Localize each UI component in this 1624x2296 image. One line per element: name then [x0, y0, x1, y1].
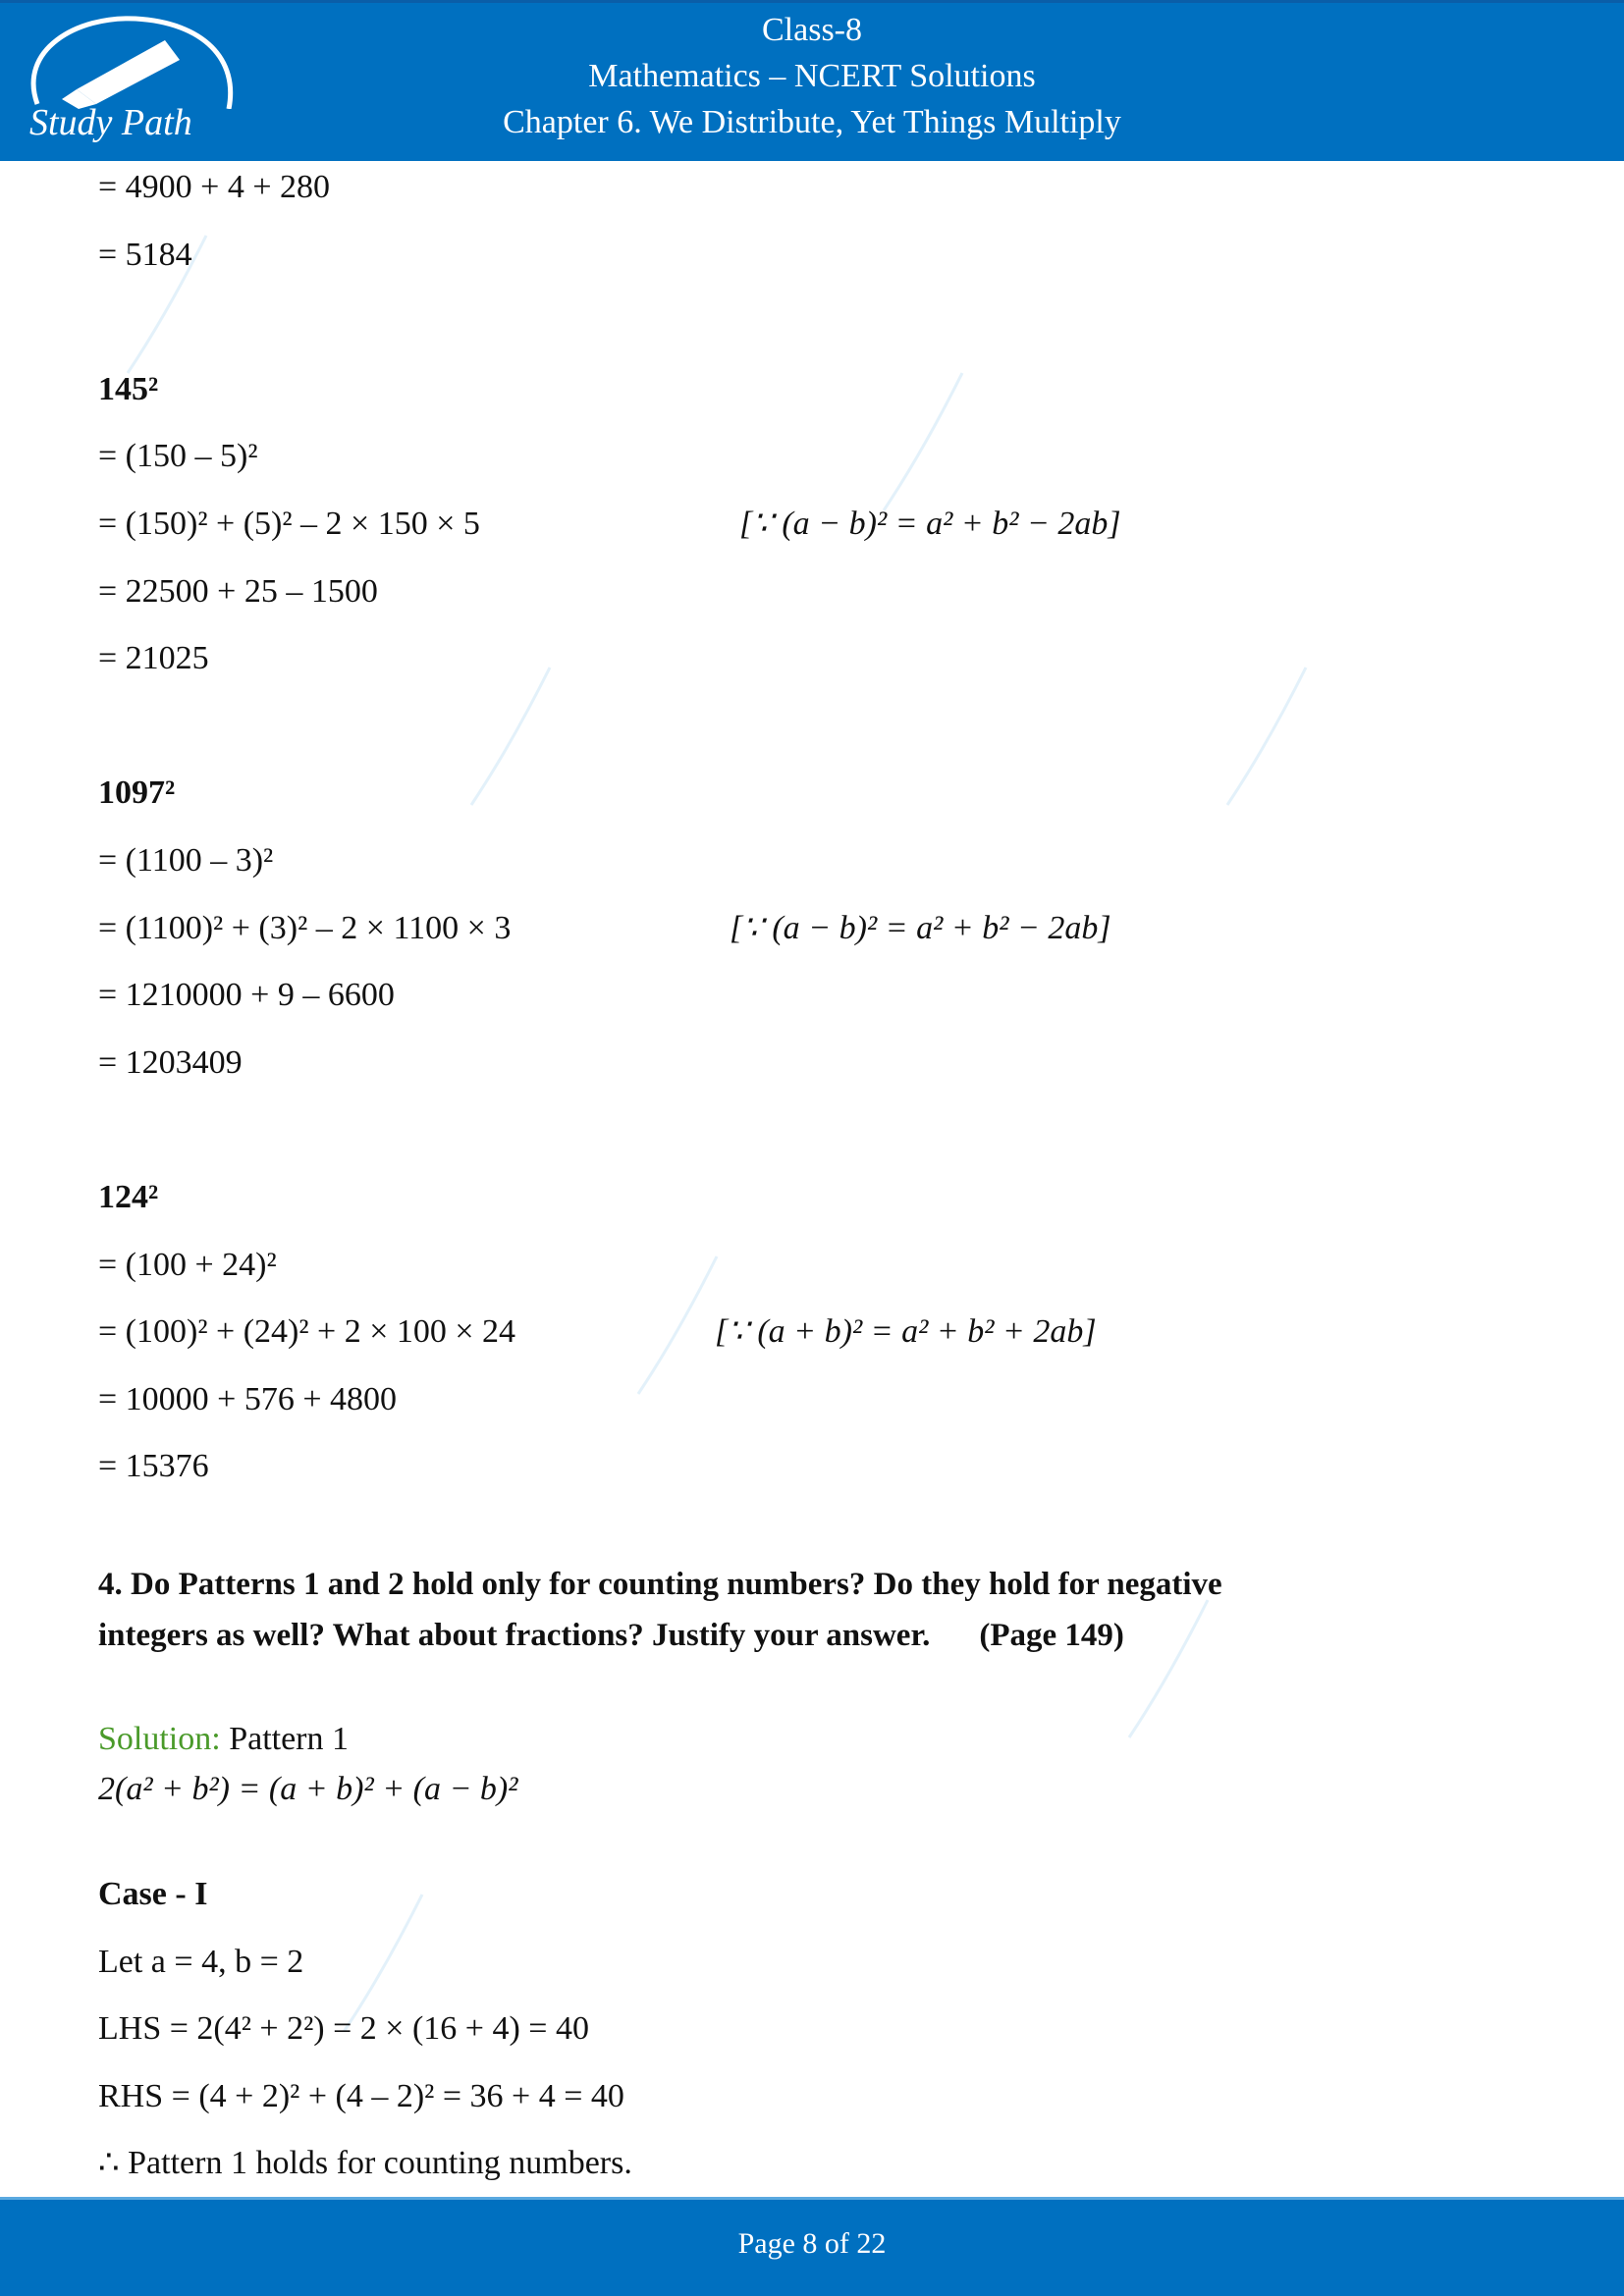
math-line: = 10000 + 576 + 4800	[98, 1381, 398, 1417]
identity-note: [∵ (a + b)² = a² + b² + 2ab]	[715, 1313, 1097, 1350]
question-line-2	[98, 1616, 1124, 1655]
header-subject: Mathematics – NCERT Solutions	[588, 58, 1036, 94]
logo-text: Study Path	[29, 102, 192, 143]
case-lhs: LHS = 2(4² + 2²) = 2 × (16 + 4) = 40	[98, 2010, 589, 2047]
problem-heading: 1097²	[98, 774, 176, 811]
case-conclusion: ∴ Pattern 1 holds for counting numbers.	[98, 2145, 632, 2181]
solution-label: Solution:	[98, 1721, 221, 1757]
question-line-1: 4. Do Patterns 1 and 2 hold only for counting numbers? Do they hold for negative	[98, 1567, 1222, 1602]
identity-note: [∵ (a − b)² = a² + b² − 2ab]	[730, 910, 1111, 946]
page-number: Page 8 of 22	[737, 2227, 887, 2260]
footer-banner	[0, 2197, 1624, 2296]
header-class: Class-8	[762, 12, 862, 48]
math-line: = 1203409	[98, 1044, 243, 1081]
identity-note: [∵ (a − b)² = a² + b² − 2ab]	[739, 506, 1121, 542]
math-line: = 1210000 + 9 – 6600	[98, 977, 395, 1013]
question-text: integers as well? What about fractions? Justify your answer.	[98, 1618, 931, 1653]
math-line: = 5184	[98, 237, 192, 273]
problem-heading: 145²	[98, 371, 159, 407]
header-banner	[0, 0, 1624, 161]
header-chapter: Chapter 6. We Distribute, Yet Things Multiply	[503, 104, 1121, 140]
math-line: = (100)² + (24)² + 2 × 100 × 24	[98, 1313, 516, 1350]
math-line: = (150 – 5)²	[98, 438, 258, 474]
math-line: = (100 + 24)²	[98, 1247, 277, 1283]
math-line: = 21025	[98, 640, 209, 676]
math-line: = (150)² + (5)² – 2 × 150 × 5	[98, 506, 480, 542]
math-line: = (1100)² + (3)² – 2 × 1100 × 3	[98, 910, 512, 946]
problem-heading: 124²	[98, 1179, 159, 1215]
math-line: = (1100 – 3)²	[98, 842, 274, 879]
math-line: = 4900 + 4 + 280	[98, 169, 331, 205]
pattern-formula: 2(a² + b²) = (a + b)² + (a − b)²	[98, 1771, 518, 1807]
solution-line	[98, 1720, 349, 1759]
math-line: = 15376	[98, 1448, 209, 1484]
math-line: = 22500 + 25 – 1500	[98, 573, 378, 610]
solution-text: Pattern 1	[229, 1721, 350, 1757]
page-reference: (Page 149)	[979, 1618, 1124, 1653]
case-rhs: RHS = (4 + 2)² + (4 – 2)² = 36 + 4 = 40	[98, 2078, 624, 2114]
case-let: Let a = 4, b = 2	[98, 1944, 304, 1980]
case-title: Case - I	[98, 1876, 208, 1912]
